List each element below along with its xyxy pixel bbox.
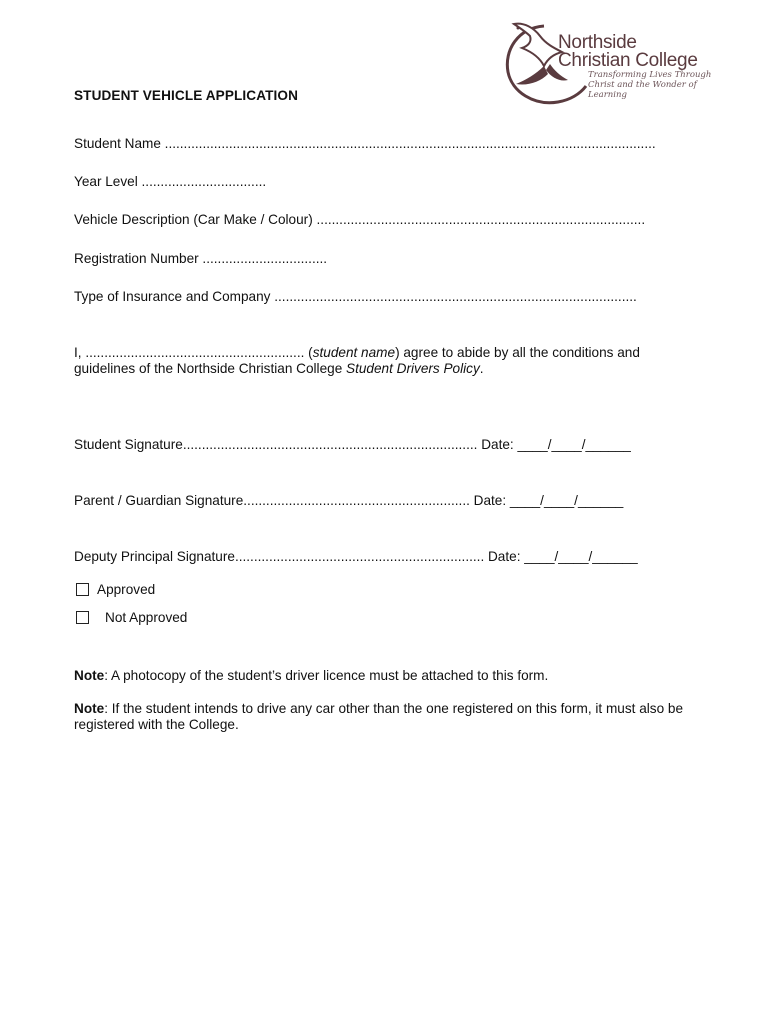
- deputy-principal-signature-line[interactable]: Deputy Principal Signature.................................................................. Date: ____/____/______: [74, 549, 638, 564]
- vehicle-description-field[interactable]: Vehicle Description (Car Make / Colour) .......................................................................................: [74, 212, 646, 227]
- approved-checkbox[interactable]: [76, 583, 89, 596]
- form-title: STUDENT VEHICLE APPLICATION: [74, 88, 298, 103]
- not-approved-checkbox[interactable]: [76, 611, 89, 624]
- logo-name-line2: Christian College: [558, 50, 698, 71]
- note-1-label: Note: [74, 668, 105, 683]
- agreement-student-name-hint: student name: [312, 345, 396, 360]
- note-2-label: Note: [74, 701, 105, 716]
- approved-label: Approved: [97, 582, 156, 597]
- college-logo: [500, 18, 730, 106]
- not-approved-label: Not Approved: [105, 610, 188, 625]
- logo-tagline-line2: Christ and the Wonder of Learning: [588, 80, 697, 100]
- student-name-field[interactable]: Student Name ..................................................................................................................................: [74, 136, 656, 151]
- insurance-field[interactable]: Type of Insurance and Company ................................................................................................: [74, 289, 637, 304]
- agreement-prefix[interactable]: I, .......................................................... (: [74, 345, 313, 360]
- parent-signature-line[interactable]: Parent / Guardian Signature............................................................ Date: ____/____/______: [74, 493, 624, 508]
- agreement-policy-name: Student Drivers Policy: [346, 361, 480, 376]
- agreement-middle: ) agree to abide by all the conditions and guidelines of the Northside Christian College: [74, 345, 640, 376]
- agreement-suffix: .: [479, 361, 484, 376]
- note-1-text: : A photocopy of the student’s driver licence must be attached to this form.: [104, 668, 549, 683]
- logo-name-line1: Northside: [558, 32, 637, 53]
- year-level-field[interactable]: Year Level .................................: [74, 174, 267, 189]
- note-1: [74, 668, 704, 684]
- note-2-text: : If the student intends to drive any car other than the one registered on this form, it must also be registered with the College.: [74, 701, 684, 732]
- logo-tagline-line1: Transforming Lives Through: [588, 70, 712, 80]
- registration-number-field[interactable]: Registration Number .................................: [74, 251, 328, 266]
- note-2: [74, 701, 704, 733]
- agreement-statement: [74, 345, 694, 377]
- student-signature-line[interactable]: Student Signature.............................................................................. Date: ____/____/______: [74, 437, 631, 452]
